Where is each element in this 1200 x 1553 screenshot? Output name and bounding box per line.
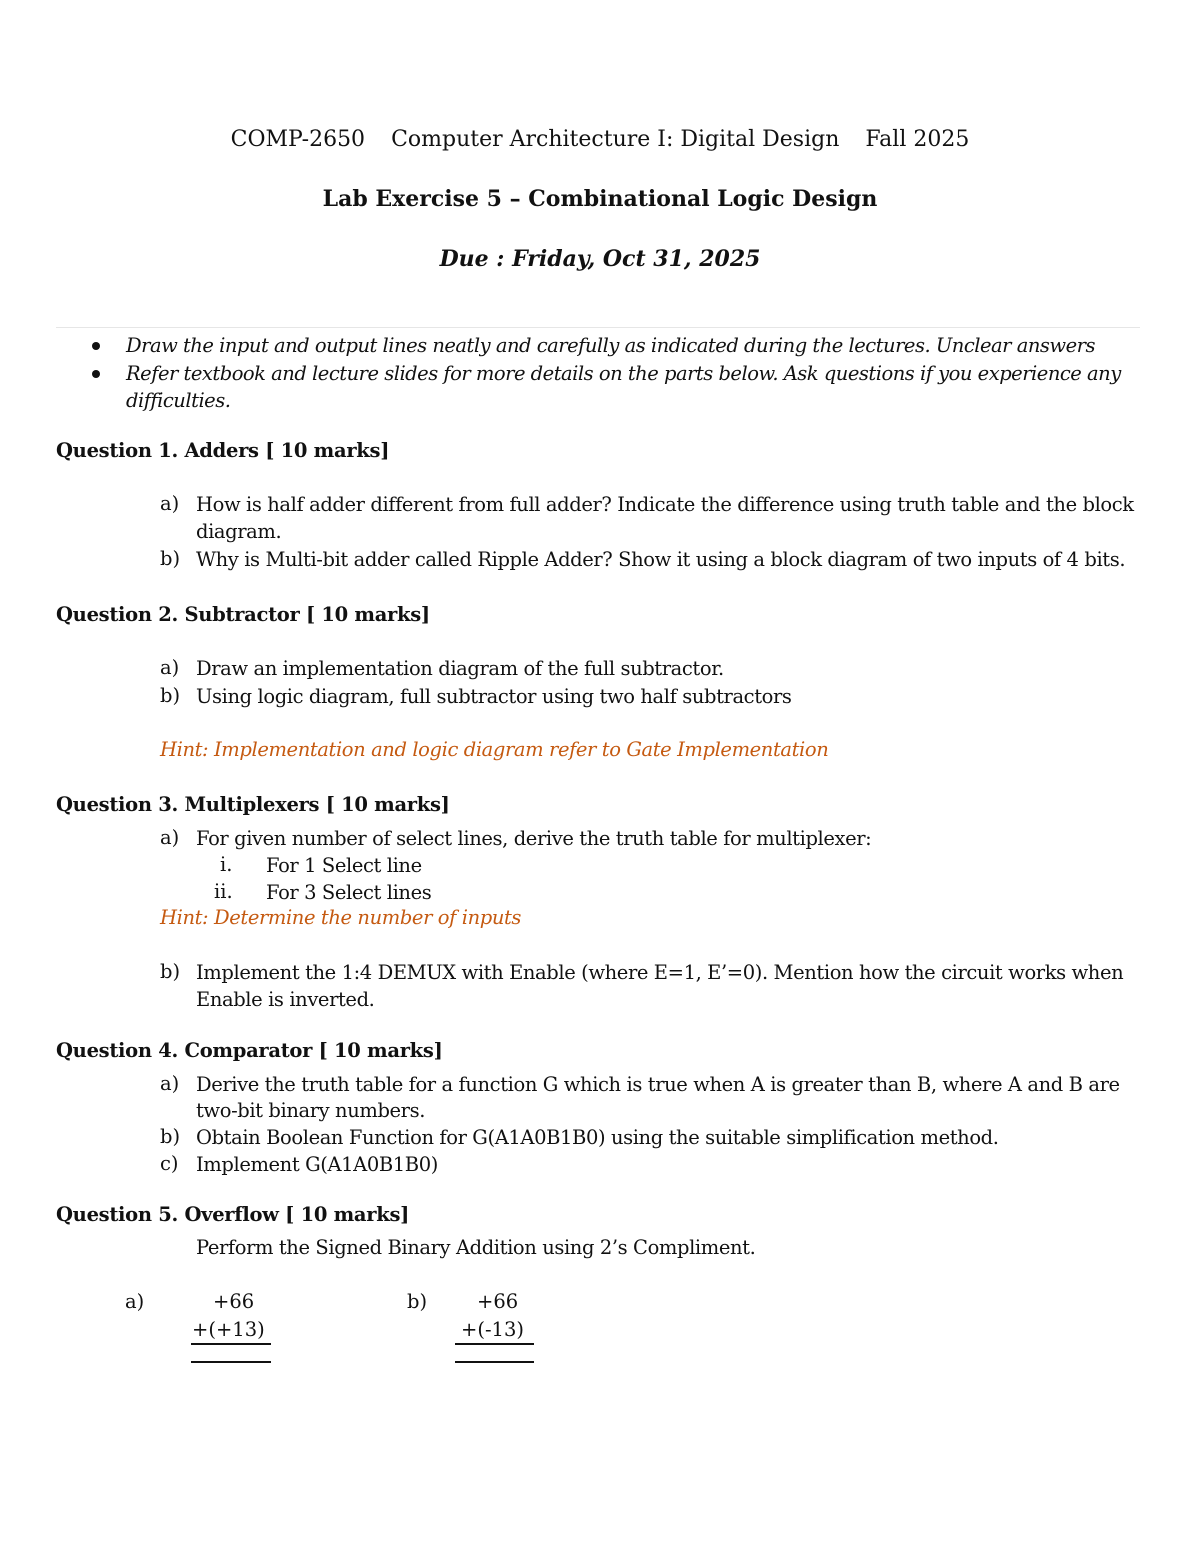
course-title: Computer Architecture I: Digital Design (391, 127, 840, 152)
course-header (0, 127, 1200, 152)
q2-hint: Hint: Implementation and logic diagram refer to Gate Implementation (160, 738, 829, 761)
q2-a-label: a) (160, 656, 180, 679)
q5-b-bottom-operand: +(-13) (461, 1318, 524, 1341)
q2-b-text: Using logic diagram, full subtractor using two half subtractors (196, 685, 792, 708)
q5-intro: Perform the Signed Binary Addition using 2’s Compliment. (196, 1236, 756, 1259)
q3-b-label: b) (160, 960, 181, 983)
q1-a-text-continued: diagram. (196, 520, 282, 543)
q3-hint: Hint: Determine the number of inputs (160, 906, 522, 929)
q3-ii-label: ii. (214, 880, 233, 903)
q5-a-bottom-operand: +(+13) (192, 1318, 265, 1341)
q4-c-label: c) (160, 1152, 179, 1175)
q4-a-text: Derive the truth table for a function G which is true when A is greater than B, where A and B are (196, 1073, 1120, 1096)
q4-b-text: Obtain Boolean Function for G(A1A0B1B0) using the suitable simplification method. (196, 1126, 999, 1149)
q1-a-label: a) (160, 492, 180, 515)
due-date: Due : Friday, Oct 31, 2025 (439, 246, 761, 272)
question-1-title: Question 1. Adders [ 10 marks] (56, 439, 390, 462)
instruction-item: Draw the input and output lines neatly and carefully as indicated during the lectures. Unclear answers (126, 334, 1095, 357)
q5-b-top-operand: +66 (477, 1290, 519, 1313)
q1-b-text: Why is Multi-bit adder called Ripple Adder? Show it using a block diagram of two inputs of 4 bits. (196, 548, 1126, 571)
course-term: Fall 2025 (865, 127, 970, 152)
q4-a-text-continued: two-bit binary numbers. (196, 1099, 426, 1122)
instruction-item: Refer textbook and lecture slides for more details on the parts below. Ask questions if you experience any (126, 362, 1121, 385)
q4-c-text: Implement G(A1A0B1B0) (196, 1153, 438, 1176)
question-2-title: Question 2. Subtractor [ 10 marks] (56, 603, 430, 626)
q3-a-label: a) (160, 826, 180, 849)
q3-a-text: For given number of select lines, derive the truth table for multiplexer: (196, 827, 872, 850)
q5-b-underline (455, 1343, 534, 1345)
q1-a-text: How is half adder different from full adder? Indicate the difference using truth table and the block (196, 493, 1134, 516)
course-code: COMP-2650 (230, 127, 366, 152)
q5-b-label: b) (407, 1290, 428, 1313)
q4-b-label: b) (160, 1125, 181, 1148)
q5-a-top-operand: +66 (213, 1290, 255, 1313)
instruction-item-continued: difficulties. (126, 389, 231, 412)
lab-title: Lab Exercise 5 – Combinational Logic Design (322, 186, 878, 212)
q2-b-label: b) (160, 684, 181, 707)
question-5-title: Question 5. Overflow [ 10 marks] (56, 1203, 410, 1226)
header-divider (56, 327, 1140, 328)
q3-i-label: i. (220, 853, 233, 876)
bullet-icon (92, 370, 100, 378)
q2-a-text: Draw an implementation diagram of the full subtractor. (196, 657, 724, 680)
q4-a-label: a) (160, 1072, 180, 1095)
q3-ii-text: For 3 Select lines (266, 881, 432, 904)
question-4-title: Question 4. Comparator [ 10 marks] (56, 1039, 443, 1062)
q3-b-text: Implement the 1:4 DEMUX with Enable (where E=1, E’=0). Mention how the circuit works when (196, 961, 1124, 984)
q5-b-answer-line (455, 1361, 534, 1363)
q3-b-text-continued: Enable is inverted. (196, 988, 375, 1011)
q5-a-underline (191, 1343, 271, 1345)
q1-b-label: b) (160, 547, 181, 570)
q5-a-label: a) (125, 1290, 145, 1313)
q3-i-text: For 1 Select line (266, 854, 422, 877)
q5-a-answer-line (191, 1361, 271, 1363)
question-3-title: Question 3. Multiplexers [ 10 marks] (56, 793, 450, 816)
bullet-icon (92, 342, 100, 350)
